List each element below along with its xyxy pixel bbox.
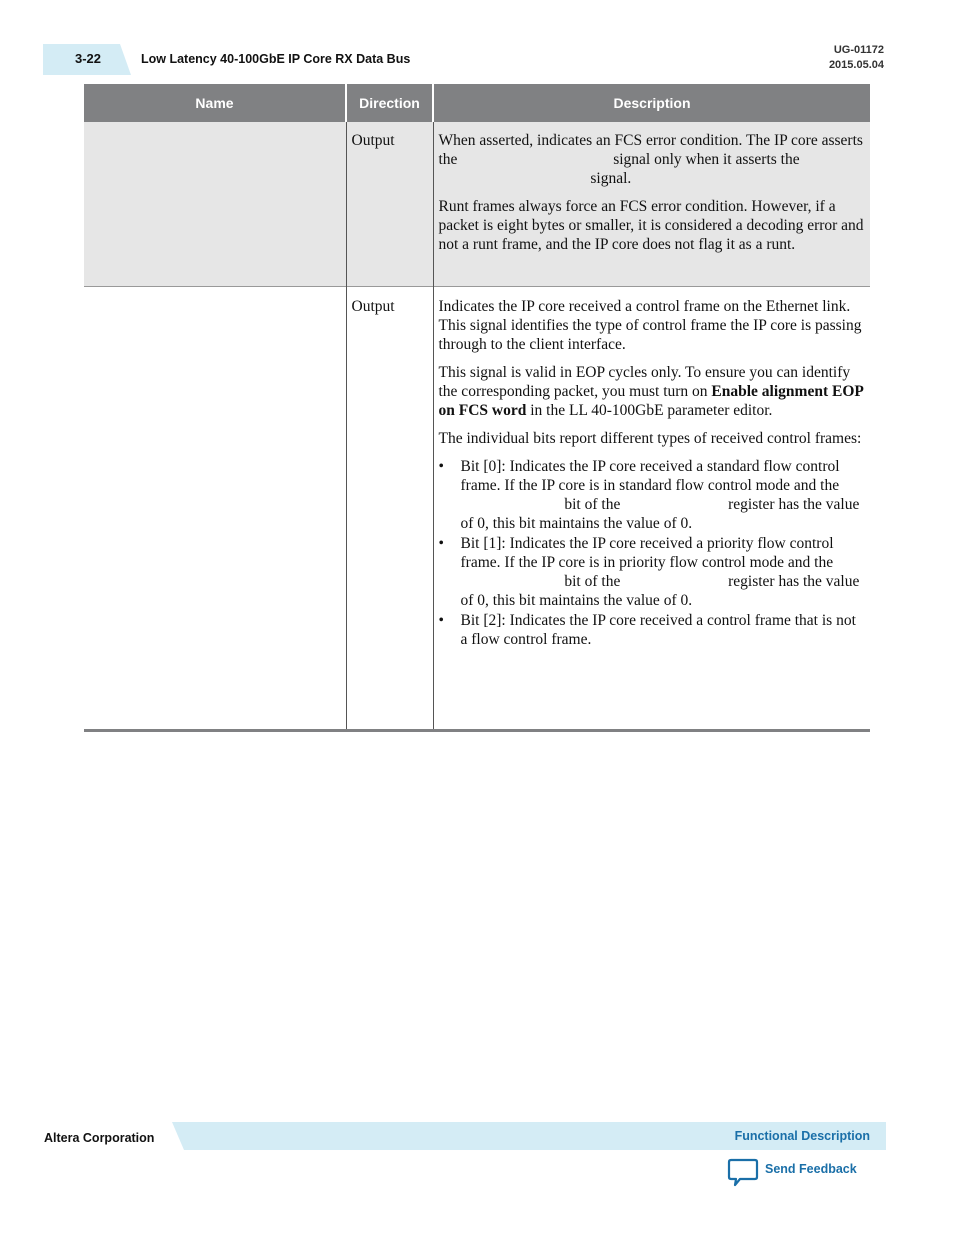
table-row bbox=[84, 122, 870, 286]
footer-company: Altera Corporation bbox=[44, 1131, 155, 1145]
cell-name bbox=[84, 286, 346, 730]
description-paragraph: The individual bits report different types of received control frames: bbox=[438, 429, 862, 447]
doc-date: 2015.05.04 bbox=[828, 59, 884, 71]
bullet-icon: • bbox=[438, 457, 444, 475]
bullet-icon: • bbox=[438, 534, 444, 552]
cell-direction: Output bbox=[346, 122, 433, 286]
speech-bubble-icon bbox=[727, 1158, 759, 1188]
column-header-description: Description bbox=[433, 84, 870, 122]
column-header-name: Name bbox=[84, 84, 346, 122]
cell-direction: Output bbox=[346, 286, 433, 730]
list-item: • Bit [1]: Indicates the IP core received a priority flow control frame. If the IP core is in priority flow control mode and the bit of the register has the value of 0, this bit maintains the value of 0. bbox=[438, 534, 860, 609]
table-header-row bbox=[84, 84, 870, 122]
send-feedback-label: Send Feedback bbox=[765, 1162, 857, 1176]
cell-description bbox=[433, 286, 870, 730]
cell-description bbox=[433, 122, 870, 286]
description-paragraph: This signal is valid in EOP cycles only. To ensure you can identify the corresponding packet, you must turn on Enable alignment EOP on FCS word in the LL 40-100GbE parameter editor. bbox=[438, 363, 864, 419]
table-row bbox=[84, 286, 870, 730]
footer-section-link[interactable]: Functional Description bbox=[734, 1129, 870, 1143]
signal-table bbox=[84, 84, 870, 732]
description-paragraph: Runt frames always force an FCS error condition. However, if a packet is eight bytes or smaller, it is considered a decoding error and not a runt frame, and the IP core does not flag it as a runt. bbox=[438, 198, 864, 253]
cell-name bbox=[84, 122, 346, 286]
description-paragraph: Indicates the IP core received a control frame on the Ethernet link. This signal identifies the type of control frame the IP core is passing through to the client interface. bbox=[438, 297, 862, 353]
bit-list bbox=[439, 457, 865, 649]
bullet-icon: • bbox=[438, 611, 444, 629]
list-item: • Bit [0]: Indicates the IP core received a standard flow control frame. If the IP core is in standard flow control mode and the bit of the register has the value of 0, this bit maintains the value of 0. bbox=[438, 457, 860, 532]
column-header-direction: Direction bbox=[346, 84, 433, 122]
running-title: Low Latency 40-100GbE IP Core RX Data Bus bbox=[141, 52, 411, 66]
parameter-name: Enable alignment EOP on FCS word bbox=[438, 382, 864, 419]
doc-info bbox=[829, 43, 884, 73]
description-paragraph: When asserted, indicates an FCS error condition. The IP core asserts the signal only when it asserts the signal. bbox=[438, 132, 863, 187]
doc-id: UG-01172 bbox=[833, 44, 884, 56]
list-item: • Bit [2]: Indicates the IP core received a control frame that is not a flow control frame. bbox=[438, 611, 856, 648]
page-number: 3-22 bbox=[75, 51, 102, 66]
